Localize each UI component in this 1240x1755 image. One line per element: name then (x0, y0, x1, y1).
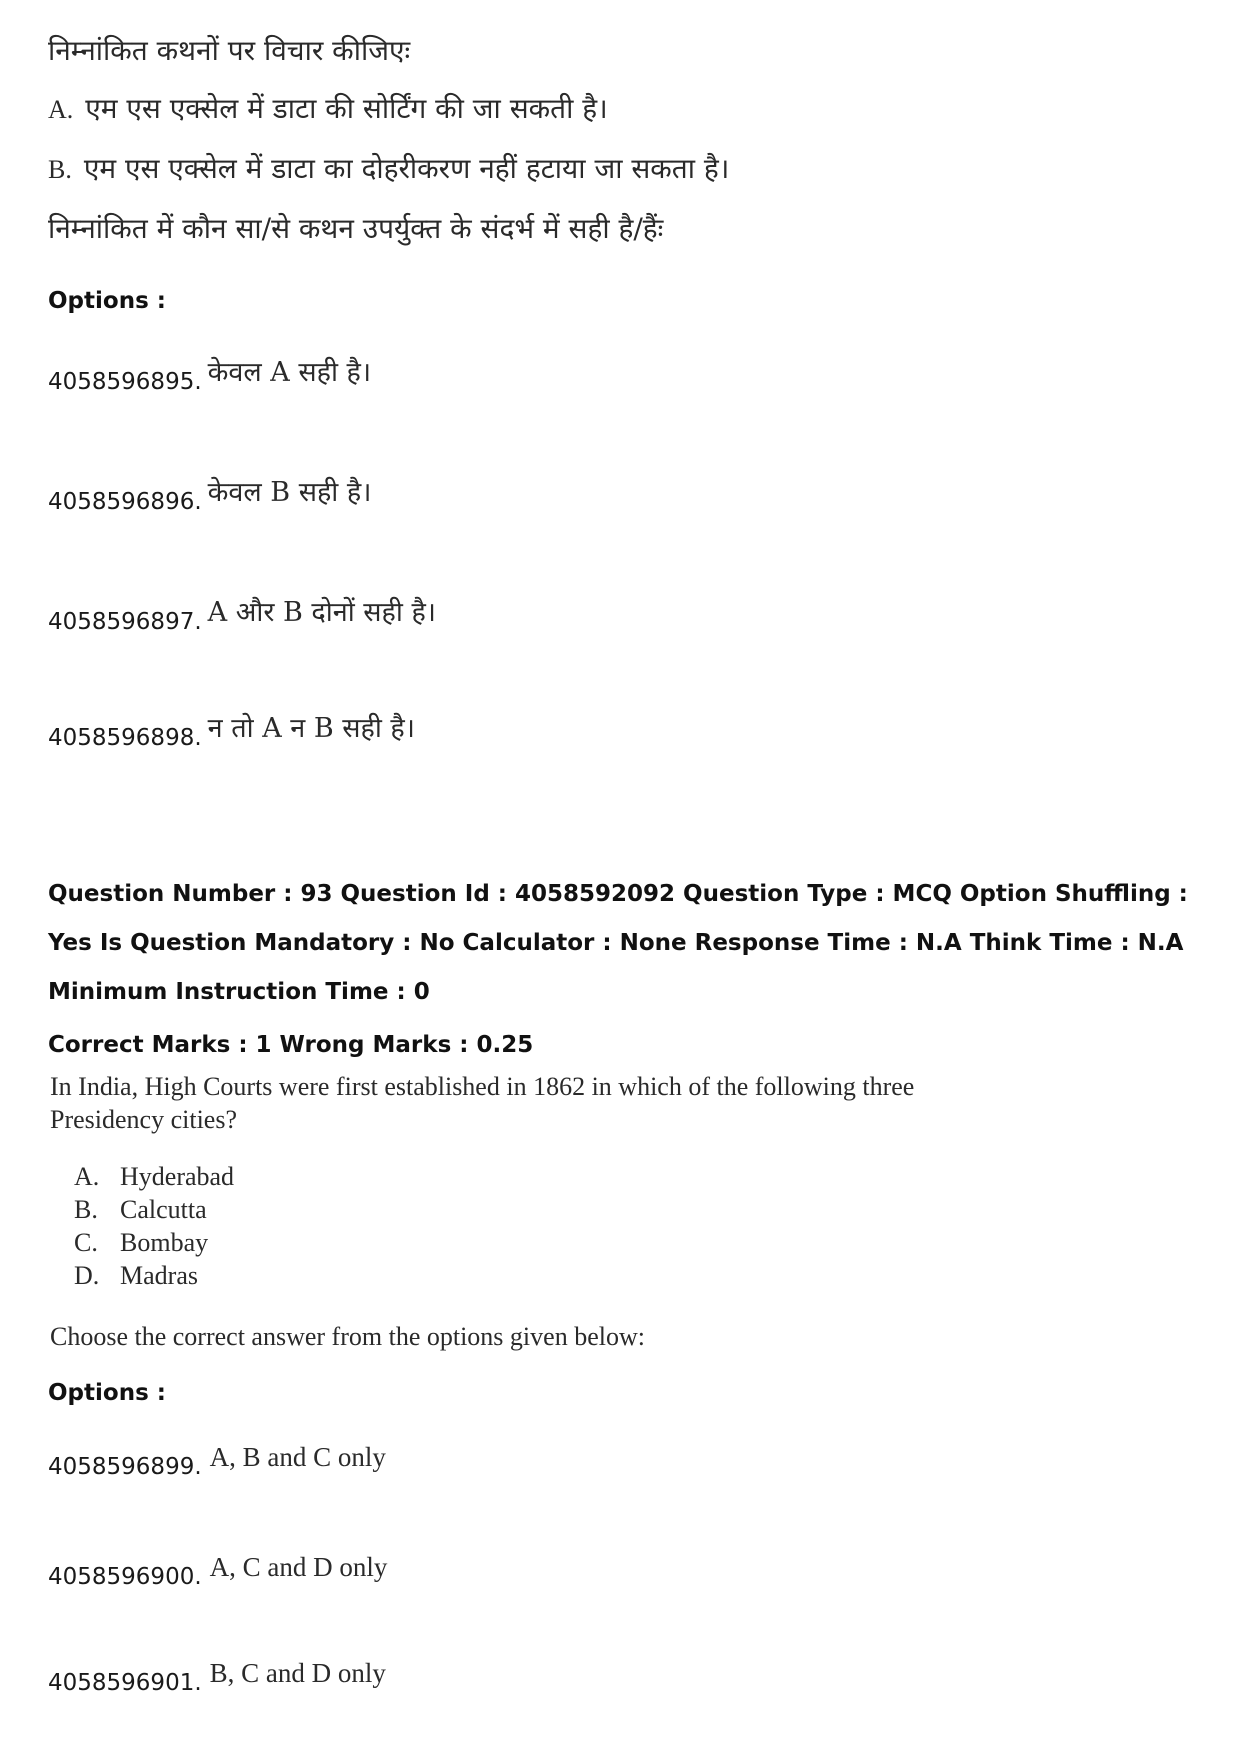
q93-choice-a-text: Hyderabad (120, 1162, 235, 1191)
q93-meta-info: Question Number : 93 Question Id : 4058592092 Question Type : MCQ Option Shuffling : Yes Is Question Mandatory : No Calculator : None Response Time : N.A Think Time : N.A Minimum Instruction Time : 0 (48, 881, 1188, 1005)
q92-option-1-id: 4058596895. (48, 369, 202, 395)
q93-choice-list (74, 1160, 234, 1292)
q93-instruction: Choose the correct answer from the options given below: (50, 1322, 645, 1351)
q93-choice-d-text: Madras (120, 1261, 198, 1290)
q92-statement-question (48, 214, 663, 245)
q93-choice-b (74, 1193, 234, 1226)
q92-statement-question-text: निम्नांकित में कौन सा/से कथन उपर्युक्त के संदर्भ में सही है/हैंः (48, 212, 664, 245)
q93-option-3[interactable] (48, 1658, 386, 1697)
q93-choice-d (74, 1259, 234, 1292)
q92-statement-b-text: एम एस एक्सेल में डाटा का दोहरीकरण नहीं हटाया जा सकता है। (83, 152, 730, 185)
q92-statement-intro (48, 36, 410, 67)
q93-choice-a-letter: A. (74, 1162, 100, 1191)
q93-choice-c-text: Bombay (120, 1228, 209, 1257)
q93-choice-c (74, 1226, 234, 1259)
q92-statement-a-marker: A. (48, 95, 74, 124)
q93-option-2-id: 4058596900. (48, 1564, 202, 1590)
q92-statement-b-marker: B. (48, 155, 72, 184)
q92-option-2-text: केवल B सही है। (207, 477, 372, 508)
q93-option-1-id: 4058596899. (48, 1454, 202, 1480)
q93-option-1[interactable] (48, 1442, 386, 1481)
q92-option-4[interactable] (48, 713, 415, 753)
q93-option-2[interactable] (48, 1552, 388, 1591)
q92-statement-b (48, 154, 729, 185)
q93-choice-d-letter: D. (74, 1261, 100, 1290)
q93-options-label: Options : (48, 1380, 166, 1406)
q92-option-3-id: 4058596897. (48, 609, 202, 635)
q92-option-2-id: 4058596896. (48, 489, 202, 515)
q93-choice-b-text: Calcutta (120, 1195, 207, 1224)
q92-options-label: Options : (48, 288, 166, 314)
q93-option-3-id: 4058596901. (48, 1670, 202, 1696)
q93-option-3-text: B, C and D only (209, 1658, 386, 1688)
q92-statement-a (48, 94, 608, 125)
q92-option-1-text: केवल A सही है। (207, 357, 372, 388)
q92-option-3[interactable] (48, 597, 437, 637)
q93-choice-a (74, 1160, 234, 1193)
q93-option-1-text: A, B and C only (209, 1442, 386, 1472)
q92-option-2[interactable] (48, 477, 372, 517)
q93-choice-b-letter: B. (74, 1195, 98, 1224)
q92-statement-intro-text: निम्नांकित कथनों पर विचार कीजिएः (48, 34, 411, 67)
q93-choice-c-letter: C. (74, 1228, 98, 1257)
q92-statement-a-text: एम एस एक्सेल में डाटा की सोर्टिंग की जा सकती है। (85, 92, 608, 125)
q93-marks-info: Correct Marks : 1 Wrong Marks : 0.25 (48, 1032, 534, 1058)
q93-question-text: In India, High Courts were first established in 1862 in which of the following three Presidency cities? (50, 1072, 915, 1134)
q92-option-4-text: न तो A न B सही है। (207, 713, 415, 744)
q92-option-1[interactable] (48, 357, 372, 397)
q93-option-2-text: A, C and D only (209, 1552, 388, 1582)
q92-option-3-text: A और B दोनों सही है। (207, 597, 437, 628)
q92-option-4-id: 4058596898. (48, 725, 202, 751)
